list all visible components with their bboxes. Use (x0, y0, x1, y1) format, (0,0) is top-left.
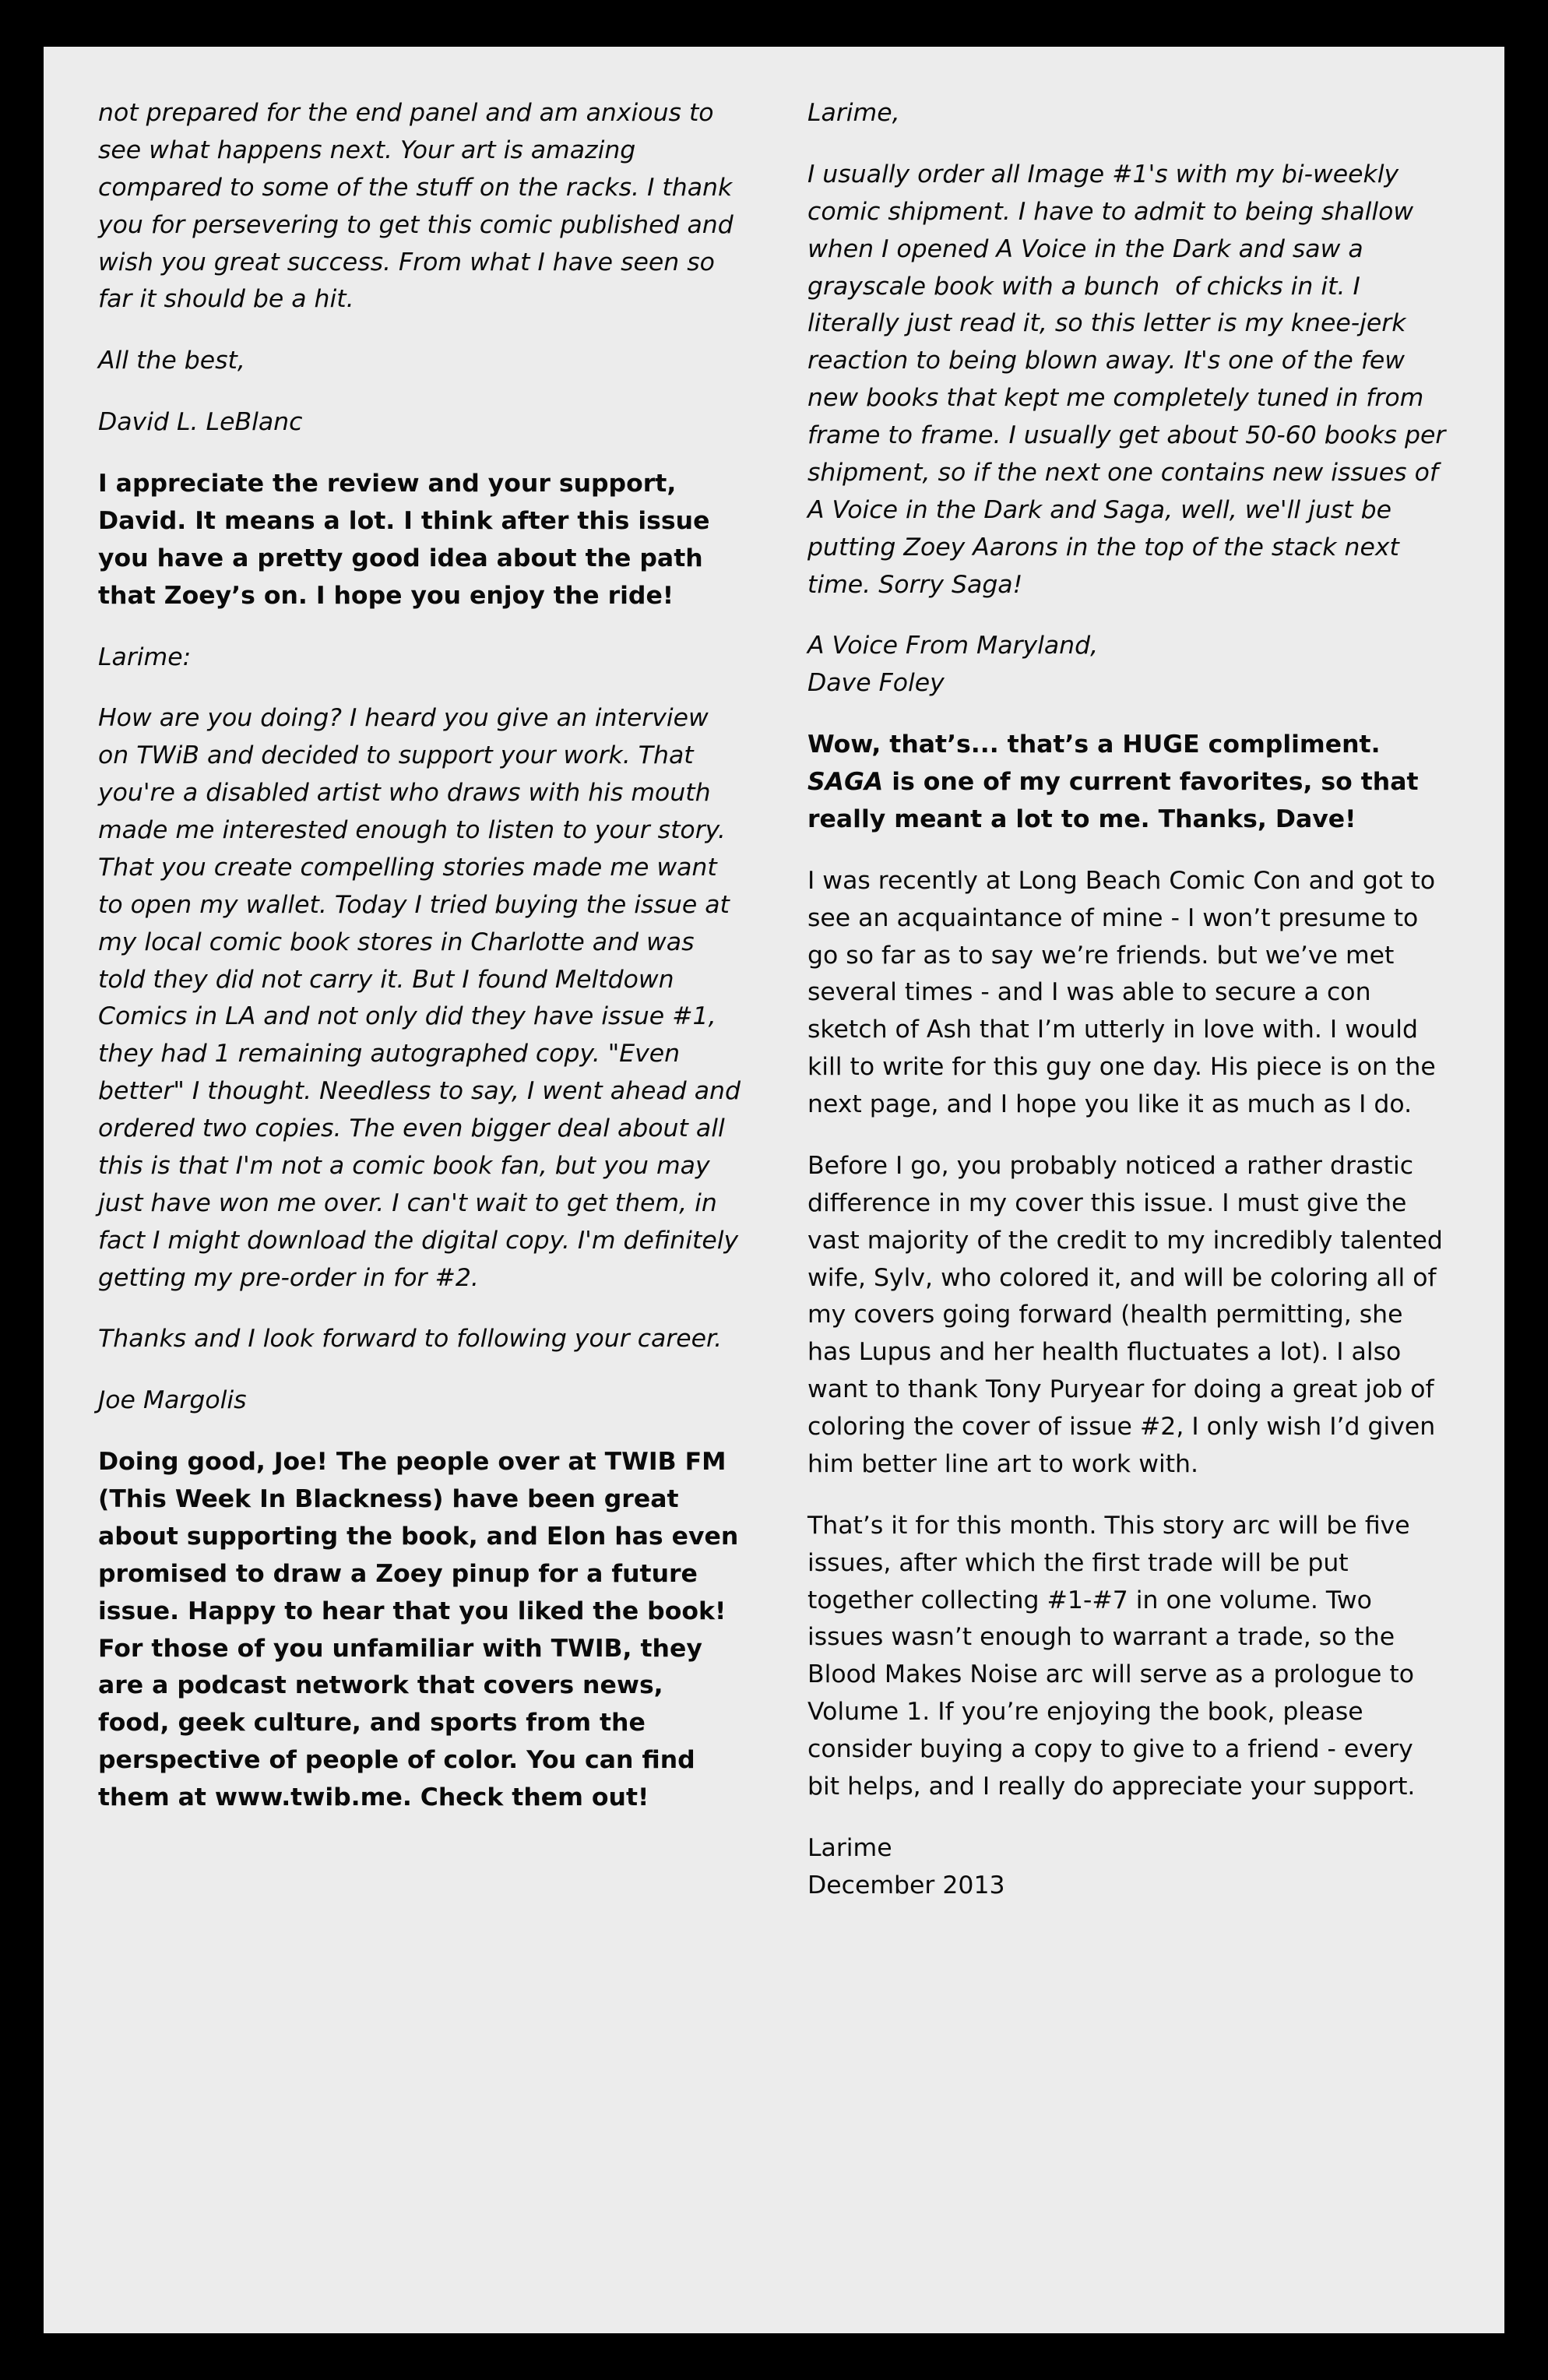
closing-paragraph-1: I was recently at Long Beach Comic Con and got to see an acquaintance of mine - I won’t presume to go so far as to say we’re friends. but we’ve met several times - and I was able to secure a con sketch of Ash that I’m utterly in love with. I would kill to write for this guy one day. His piece is on the next page, and I hope you like it as much as I do. (807, 866, 1444, 1118)
letter-body-margolis: How are you doing? I heard you give an interview on TWiB and decided to support your work. That you're a disabled artist who draws with his mouth made me interested enough to listen to your story. That you create compelling stories made me want to open my wallet. Today I tried buying the issue at my local comic book stores in Charlotte and was told they did not carry it. But I found Meltdown Comics in LA and not only did they have issue #1, they had 1 remaining autographed copy. "Even better" I thought. Needless to say, I went ahead and ordered two copies. The even bigger deal about all this is that I'm not a comic book fan, but you may just have won me over. I can't wait to get them, in fact I might download the digital copy. I'm definitely getting my pre-order in for #2. (98, 704, 748, 1292)
two-column-layout (98, 95, 1454, 1929)
letter-signature-leblanc: David L. LeBlanc (98, 408, 303, 437)
letter-salutation-margolis: Larime: (98, 643, 192, 671)
letter-body-leblanc: not prepared for the end panel and am anxious to see what happens next. Your art is amazing compared to some of the stuff on the racks. I thank you for persevering to get this comic published and wish you great success. From what I have seen so far it should be a hit. (98, 99, 741, 314)
left-column (98, 95, 748, 1841)
reply-text-part-2: is one of my current favorites, so that really meant a lot to me. Thanks, Dave! (807, 768, 1427, 833)
letters-page (44, 47, 1504, 2333)
editor-reply-to-joe: Doing good, Joe! The people over at TWIB FM (This Week In Blackness) have been great about supporting the book, and Elon has even promised to draw a Zoey pinup for a future issue. Happy to hear that you liked the book! For those of you unfamiliar with TWIB, they are a podcast network that covers news, food, geek culture, and sports from the perspective of people of color. You can find them at www.twib.me. Check them out! (98, 1448, 748, 1811)
letter-salutation-foley: Larime, (807, 99, 900, 127)
letter-body-foley: I usually order all Image #1's with my bi-weekly comic shipment. I have to admit to being shallow when I opened A Voice in the Dark and saw a grayscale book with a bunch of chicks in it. I literally just read it, so this letter is my knee-jerk reaction to being blown away. It's one of the few new books that kept me completely tuned in from frame to frame. I usually get about 50-60 books per shipment, so if the next one contains new issues of A Voice in the Dark and Saga, well, we'll just be putting Zoey Aarons in the top of the stack next time. Sorry Saga! (807, 160, 1454, 599)
reply-text-part-1: Wow, that’s... that’s a HUGE compliment. (807, 731, 1389, 759)
author-name: Larime (807, 1833, 892, 1862)
letter-signoff-foley (807, 628, 1450, 702)
editor-reply-to-david: I appreciate the review and your support, David. It means a lot. I think after this issue you have a pretty good idea about the path that Zoey’s on. I hope you enjoy the ride! (98, 470, 719, 610)
letter-closing-margolis: Thanks and I look forward to following your career. (98, 1325, 723, 1354)
closing-paragraph-2: Before I go, you probably noticed a rather drastic difference in my cover this issue. I must give the vast majority of the credit to my incredibly talented wife, Sylv, who colored it, and will be coloring all of my covers going forward (health permitting, she has Lupus and her health fluctuates a lot). I also want to thank Tony Puryear for doing a great job of coloring the cover of issue #2, I only wish I’d given him better line art to work with. (807, 1151, 1451, 1478)
letter-signoff-line-1: A Voice From Maryland, (807, 632, 1099, 660)
author-date: December 2013 (807, 1871, 1005, 1899)
saga-title: SAGA (807, 768, 884, 796)
closing-paragraph-3: That’s it for this month. This story arc will be five issues, after which the first trade will be put together collecting #1-#7 in one volume. Two issues wasn’t enough to warrant a trade, so the Blood Makes Noise arc will serve as a prologue to Volume 1. If you’re enjoying the book, please consider buying a copy to give to a friend - every bit helps, and I really do appreciate your support. (807, 1511, 1422, 1801)
right-column (807, 95, 1454, 1929)
letter-closing-leblanc: All the best, (98, 347, 245, 375)
editor-reply-to-dave (807, 727, 1450, 839)
letter-signature-margolis: Joe Margolis (98, 1386, 247, 1415)
letter-signoff-line-2: Dave Foley (807, 669, 945, 698)
author-signature-block (807, 1830, 1450, 1905)
